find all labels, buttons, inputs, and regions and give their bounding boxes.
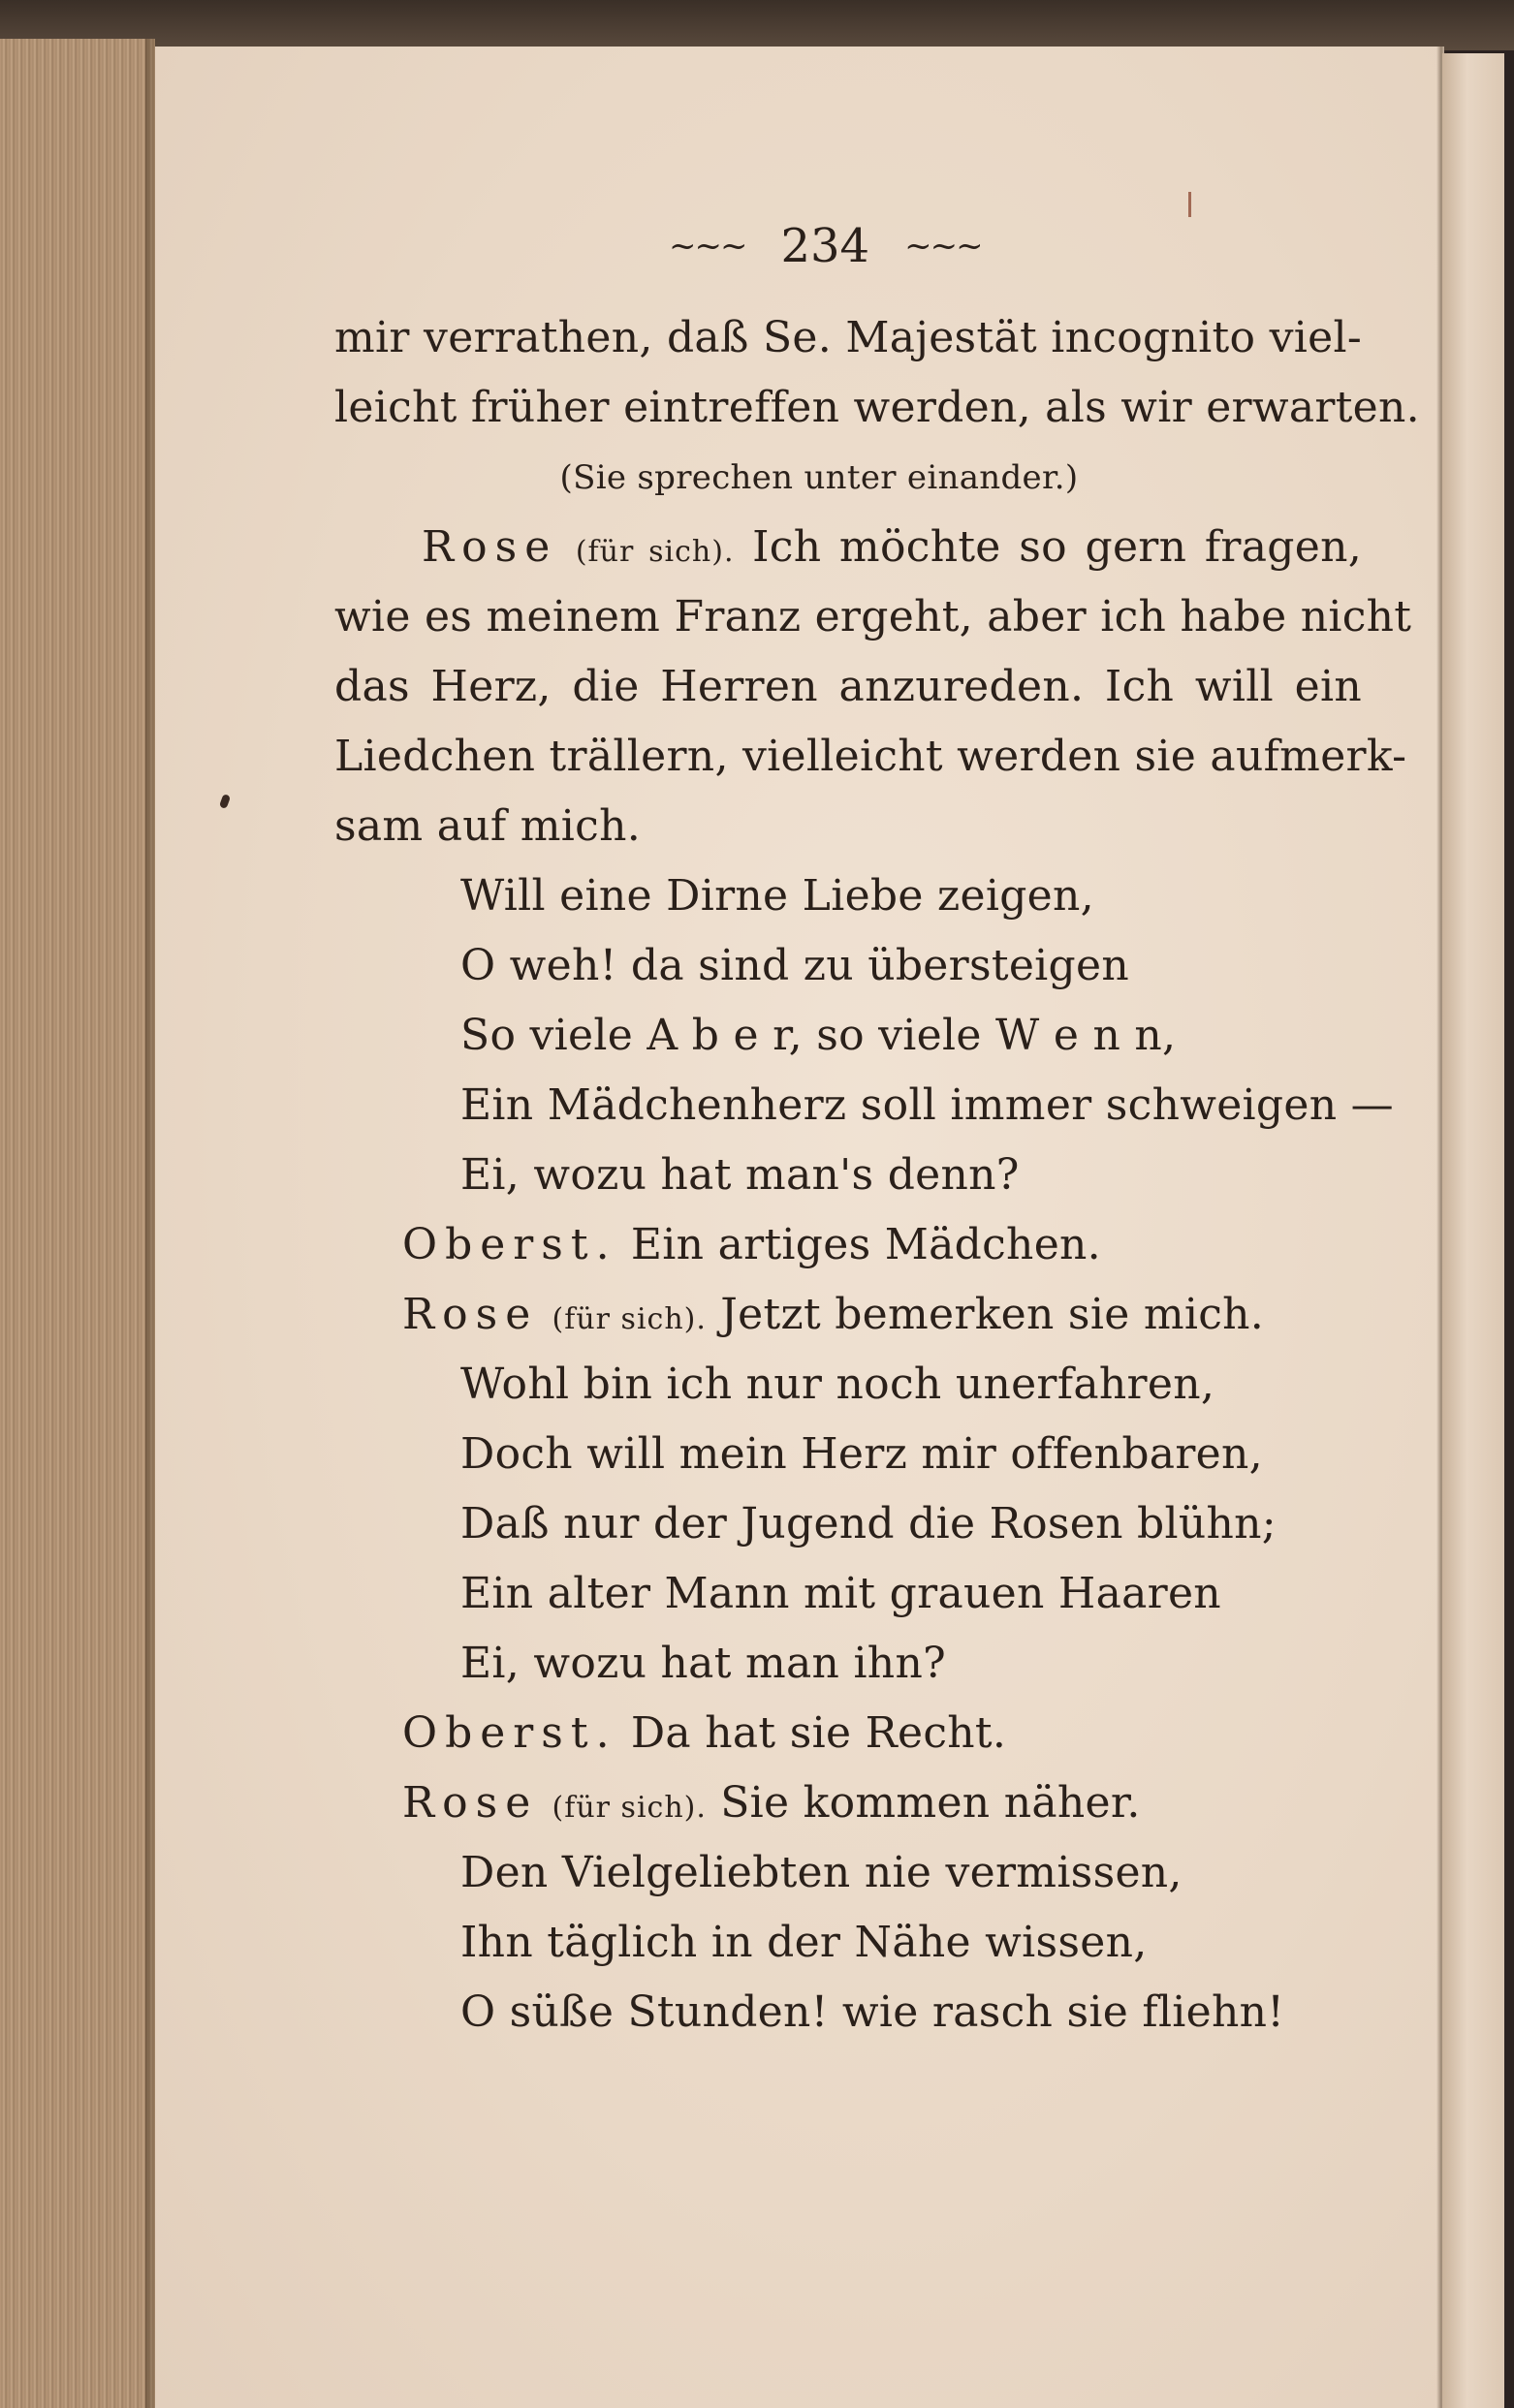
verse-line: Den Vielgeliebten nie vermissen, [460,1848,1183,1897]
speaker-direction: (für sich). [552,1791,707,1825]
verse-line: Ein Mädchenherz soll immer schweigen — [460,1080,1394,1130]
text-line: Liedchen trällern, vielleicht werden sie aufmerk- [334,732,1407,781]
speaker-name: Rose [402,1290,539,1339]
verse-line: O weh! da sind zu übersteigen [460,941,1129,990]
text-line: sam auf mich. [334,801,642,851]
verse-line: O süße Stunden! wie rasch sie fliehn! [460,1987,1285,2037]
text-line: das Herz, die Herren anzureden. Ich will ein [334,662,1362,711]
speaker-name: Rose [402,1778,539,1828]
verse-line: So viele A b e r, so viele W e n n, [460,1011,1177,1060]
speaker-name: Oberst. [402,1220,617,1269]
verse-line: Doch will mein Herz mir offenbaren, [460,1429,1263,1479]
facing-page-sliver [1442,53,1504,2408]
speaker-direction: (für sich). [552,1302,707,1336]
book-cover-top [0,0,1514,50]
page-text [334,218,1420,2048]
speech-line: Rose (für sich). Ich möchte so gern fragen, [422,522,1363,572]
verse-line: Wohl bin ich nur noch unerfahren, [460,1360,1215,1409]
stage-direction: (Sie sprechen unter einander.) [559,458,1079,497]
margin-mark [1188,192,1191,217]
speech-line: Oberst. Ein artiges Mädchen. [402,1220,1101,1269]
speaker-direction: (für sich). [575,535,735,569]
text-line: mir verrathen, daß Se. Majestät incognito viel- [334,313,1362,362]
text-line: leicht früher eintreffen werden, als wir erwarten. [334,383,1420,432]
page-stack-edges [0,39,155,2408]
verse-line: Will eine Dirne Liebe zeigen, [460,871,1094,921]
verse-line: Ihn täglich in der Nähe wissen, [460,1918,1148,1967]
ornament-left: ~~~ [669,226,746,266]
speaker-name: Oberst. [402,1708,617,1758]
speech-line: Oberst. Da hat sie Recht. [402,1708,1007,1758]
verse-line: Ei, wozu hat man ihn? [460,1639,946,1688]
speaker-name: Rose [422,522,558,572]
speech-line: Rose (für sich). Jetzt bemerken sie mich. [402,1290,1265,1339]
text-line: wie es meinem Franz ergeht, aber ich habe nicht [334,592,1412,641]
page-number: 234 [780,218,870,273]
ornament-right: ~~~ [904,226,982,266]
verse-line: Ein alter Mann mit grauen Haaren [460,1569,1221,1618]
verse-line: Ei, wozu hat man's denn? [460,1150,1020,1200]
speech-line: Rose (für sich). Sie kommen näher. [402,1778,1141,1828]
verse-line: Daß nur der Jugend die Rosen blühn; [460,1499,1277,1548]
